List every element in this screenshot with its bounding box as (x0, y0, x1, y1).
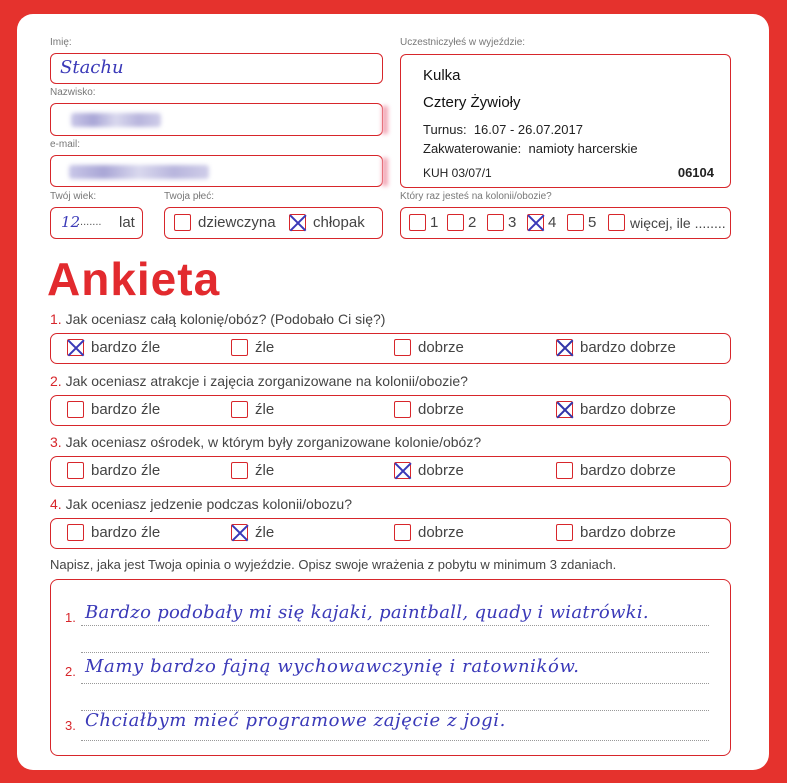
name-value: Stachu (60, 57, 124, 78)
email-field[interactable] (50, 155, 383, 187)
opinion-line-1-text: Bardzo podobały mi się kajaki, paintball, quady i wiatrówki. (85, 602, 649, 623)
which-time-option-4[interactable] (527, 214, 556, 231)
q1-very-bad-label: bardzo źle (91, 339, 161, 356)
opinion-line-3-number: 3. (65, 718, 76, 733)
q3-option-good[interactable] (394, 462, 464, 479)
question-2 (50, 373, 468, 389)
trip-accommodation (423, 141, 638, 156)
which-time-2-checkbox[interactable] (447, 214, 464, 231)
which-time-2-label: 2 (468, 214, 477, 231)
opinion-line-1-number: 1. (65, 610, 76, 625)
q1-very-good-label: bardzo dobrze (580, 339, 676, 356)
trip-code: KUH 03/07/1 (423, 166, 492, 180)
redaction-edge (382, 106, 388, 134)
q1-bad-checkbox[interactable] (231, 339, 248, 356)
question-2-answers (50, 395, 731, 426)
which-time-1-checkbox[interactable] (409, 214, 426, 231)
q3-option-very-bad[interactable] (67, 462, 160, 479)
which-time-1-label: 1 (430, 214, 439, 231)
q1-option-very-good[interactable] (556, 339, 676, 356)
opinion-line-3-text: Chciałbym mieć programowe zajęcie z jogi. (85, 710, 506, 731)
trip-camp: Kulka (423, 67, 461, 84)
q1-very-good-checkbox[interactable] (556, 339, 573, 356)
q3-very-good-label: bardzo dobrze (580, 462, 676, 479)
which-time-option-1[interactable] (409, 214, 438, 231)
survey-sheet (17, 14, 769, 770)
q3-good-label: dobrze (418, 462, 464, 479)
which-time-option-2[interactable] (447, 214, 476, 231)
q2-good-label: dobrze (418, 401, 464, 418)
question-1-answers (50, 333, 731, 364)
accommodation-label: Zakwaterowanie: (423, 141, 522, 156)
opinion-box[interactable] (50, 579, 731, 756)
q2-option-good[interactable] (394, 401, 464, 418)
gender-label: Twoja płeć: (164, 191, 215, 202)
surname-field[interactable] (50, 103, 383, 136)
which-time-option-3[interactable] (487, 214, 516, 231)
gender-option-boy[interactable] (289, 214, 365, 231)
q2-very-bad-label: bardzo źle (91, 401, 161, 418)
question-3-text: Jak oceniasz ośrodek, w którym były zorganizowane kolonie/obóz? (65, 434, 482, 450)
question-1-number: 1. (50, 311, 62, 327)
question-1-text: Jak oceniasz całą kolonię/obóz? (Podobało Ci się?) (65, 311, 386, 327)
survey-title: Ankieta (47, 253, 221, 305)
age-label: Twój wiek: (50, 191, 97, 202)
opinion-line-3-rule (81, 740, 709, 741)
question-4-number: 4. (50, 496, 62, 512)
which-time-field (400, 207, 731, 239)
q4-good-checkbox[interactable] (394, 524, 411, 541)
gender-girl-label: dziewczyna (198, 214, 276, 231)
age-unit: lat (119, 214, 135, 231)
q2-good-checkbox[interactable] (394, 401, 411, 418)
q2-bad-checkbox[interactable] (231, 401, 248, 418)
q1-bad-label: źle (255, 339, 275, 356)
q3-very-bad-label: bardzo źle (91, 462, 161, 479)
q2-option-very-bad[interactable] (67, 401, 160, 418)
q4-bad-checkbox[interactable] (231, 524, 248, 541)
q3-very-good-checkbox[interactable] (556, 462, 573, 479)
q2-option-very-good[interactable] (556, 401, 676, 418)
q1-good-checkbox[interactable] (394, 339, 411, 356)
gender-girl-checkbox[interactable] (174, 214, 191, 231)
q1-option-bad[interactable] (231, 339, 274, 356)
q3-good-checkbox[interactable] (394, 462, 411, 479)
q4-option-very-bad[interactable] (67, 524, 160, 541)
question-4 (50, 496, 352, 512)
which-time-more-label: więcej, ile ........ (630, 214, 726, 231)
q2-very-bad-checkbox[interactable] (67, 401, 84, 418)
accommodation-value: namioty harcerskie (528, 141, 638, 156)
trip-number: 06104 (677, 165, 714, 180)
q2-very-good-checkbox[interactable] (556, 401, 573, 418)
q3-very-bad-checkbox[interactable] (67, 462, 84, 479)
which-time-4-label: 4 (548, 214, 557, 231)
question-3 (50, 434, 481, 450)
opinion-line-2-rule (81, 683, 709, 684)
name-label: Imię: (50, 37, 72, 48)
gender-boy-checkbox[interactable] (289, 214, 306, 231)
age-value: 12 (61, 213, 81, 231)
which-time-more-checkbox[interactable] (608, 214, 625, 231)
q4-option-very-good[interactable] (556, 524, 676, 541)
q4-very-bad-label: bardzo źle (91, 524, 161, 541)
q3-option-bad[interactable] (231, 462, 274, 479)
which-time-5-label: 5 (588, 214, 597, 231)
surname-label: Nazwisko: (50, 87, 96, 98)
trip-box (400, 54, 731, 188)
gender-option-girl[interactable] (174, 214, 276, 231)
which-time-5-checkbox[interactable] (567, 214, 584, 231)
question-2-text: Jak oceniasz atrakcje i zajęcia zorganizowane na kolonii/obozie? (65, 373, 468, 389)
turnus-label: Turnus: (423, 122, 467, 137)
redacted-surname (71, 113, 161, 127)
question-3-number: 3. (50, 434, 62, 450)
which-time-option-5[interactable] (567, 214, 596, 231)
q1-option-good[interactable] (394, 339, 464, 356)
q1-option-very-bad[interactable] (67, 339, 160, 356)
q4-good-label: dobrze (418, 524, 464, 541)
age-dots: ........ (77, 216, 102, 228)
q3-option-very-good[interactable] (556, 462, 676, 479)
trip-program: Cztery Żywioły (423, 94, 521, 111)
question-2-number: 2. (50, 373, 62, 389)
q3-bad-checkbox[interactable] (231, 462, 248, 479)
age-field[interactable] (50, 207, 143, 239)
turnus-value: 16.07 - 26.07.2017 (473, 122, 583, 137)
which-time-label: Który raz jesteś na kolonii/obozie? (400, 191, 552, 202)
redacted-email (69, 165, 209, 179)
q1-very-bad-checkbox[interactable] (67, 339, 84, 356)
opinion-line-1b-rule (81, 652, 709, 653)
q4-option-bad[interactable] (231, 524, 274, 541)
which-time-3-label: 3 (508, 214, 517, 231)
q4-option-good[interactable] (394, 524, 464, 541)
question-4-answers (50, 518, 731, 549)
q3-bad-label: źle (255, 462, 275, 479)
opinion-prompt: Napisz, jaka jest Twoja opinia o wyjeździe. Opisz swoje wrażenia z pobytu w minimum 3 zdaniach. (50, 557, 617, 572)
q2-bad-label: źle (255, 401, 275, 418)
q4-very-good-label: bardzo dobrze (580, 524, 676, 541)
q4-very-good-checkbox[interactable] (556, 524, 573, 541)
question-1 (50, 311, 385, 327)
opinion-line-1-rule (81, 625, 709, 626)
which-time-option-more[interactable] (608, 214, 726, 231)
q4-bad-label: źle (255, 524, 275, 541)
q2-very-good-label: bardzo dobrze (580, 401, 676, 418)
q4-very-bad-checkbox[interactable] (67, 524, 84, 541)
name-field[interactable] (50, 53, 383, 84)
question-4-text: Jak oceniasz jedzenie podczas kolonii/obozu? (65, 496, 352, 512)
redaction-edge (382, 158, 388, 186)
which-time-4-checkbox[interactable] (527, 214, 544, 231)
gender-field (164, 207, 383, 239)
email-label: e-mail: (50, 139, 81, 150)
q2-option-bad[interactable] (231, 401, 274, 418)
trip-turnus (423, 122, 583, 137)
trip-label: Uczestniczyłeś w wyjeździe: (400, 37, 526, 48)
opinion-line-2-text: Mamy bardzo fajną wychowawczynię i ratowników. (85, 656, 580, 677)
q1-good-label: dobrze (418, 339, 464, 356)
opinion-line-2-number: 2. (65, 664, 76, 679)
which-time-3-checkbox[interactable] (487, 214, 504, 231)
question-3-answers (50, 456, 731, 487)
gender-boy-label: chłopak (313, 214, 365, 231)
